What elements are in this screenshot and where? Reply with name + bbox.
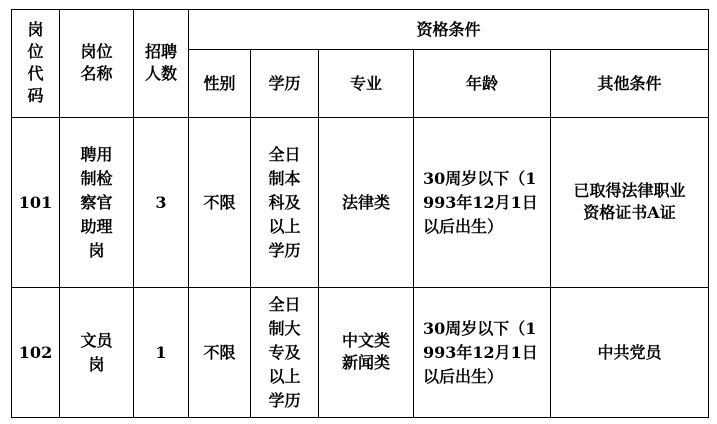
row-code: 102 [12, 288, 60, 418]
row-age: 30周岁以下（1993年12月1日以后出生） [414, 288, 551, 418]
header-gender: 性别 [189, 50, 251, 118]
table-row [12, 118, 709, 288]
row-hire-count: 1 [134, 288, 189, 418]
header-qualifications: 资格条件 [189, 10, 709, 50]
header-other: 其他条件 [551, 50, 709, 118]
row-major: 中文类 新闻类 [319, 288, 414, 418]
row-other-conditions: 中共党员 [551, 288, 709, 418]
header-hire-count: 招聘 人数 [134, 10, 189, 118]
row-code: 101 [12, 118, 60, 288]
header-position-code: 岗 位 代 码 [12, 10, 60, 118]
table-row [12, 288, 709, 418]
row-position-name: 聘用制检察官助理岗 [60, 118, 134, 288]
row-major: 法律类 [319, 118, 414, 288]
header-position-name: 岗位 名称 [60, 10, 134, 118]
header-age: 年龄 [414, 50, 551, 118]
row-gender: 不限 [189, 288, 251, 418]
row-position-name: 文员岗 [60, 288, 134, 418]
recruitment-table [11, 9, 709, 418]
row-other-conditions: 已取得法律职业 资格证书A证 [551, 118, 709, 288]
header-row-top [12, 10, 709, 50]
row-education: 全日制大专及以上学历 [251, 288, 319, 418]
row-education: 全日制本科及以上学历 [251, 118, 319, 288]
row-age: 30周岁以下（1993年12月1日以后出生） [414, 118, 551, 288]
row-hire-count: 3 [134, 118, 189, 288]
header-major: 专业 [319, 50, 414, 118]
header-education: 学历 [251, 50, 319, 118]
row-gender: 不限 [189, 118, 251, 288]
